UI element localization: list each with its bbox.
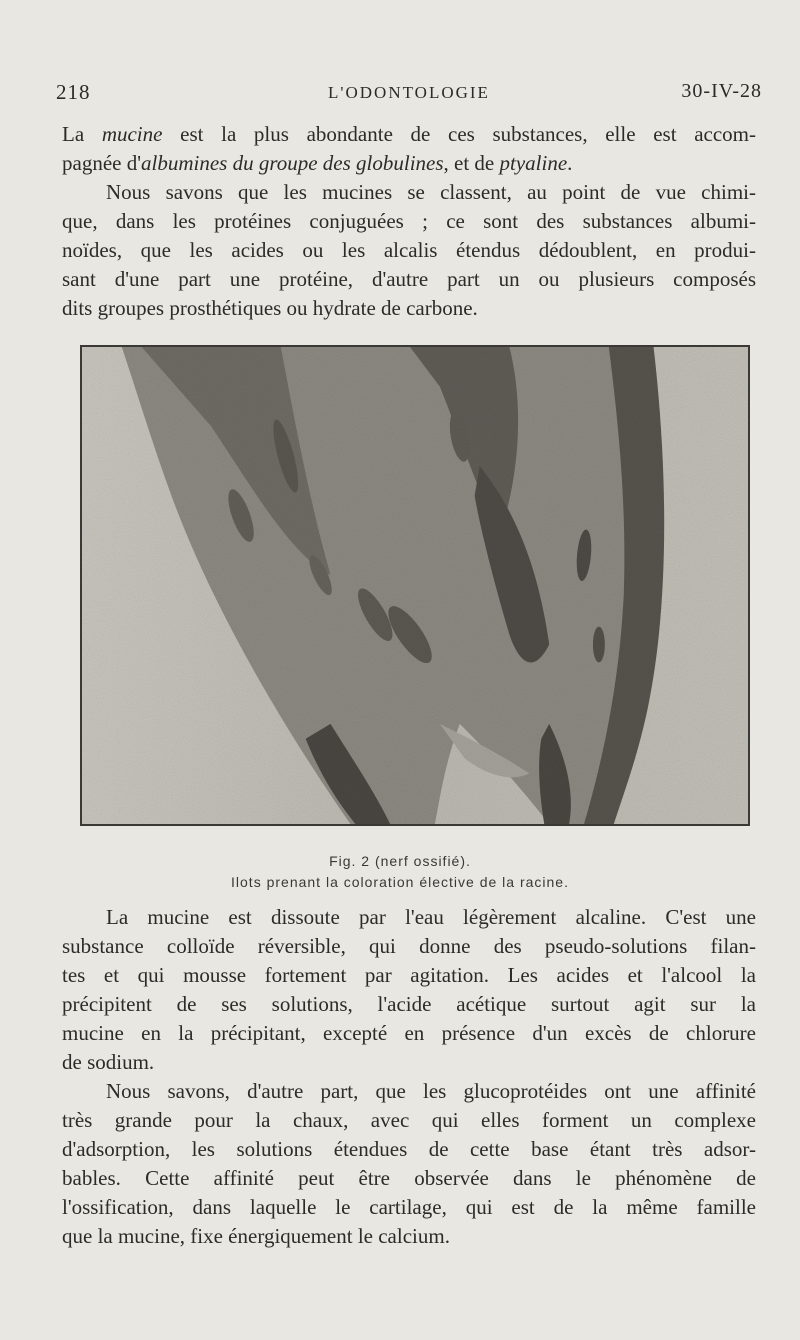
issue-date: 30-IV-28 <box>681 80 762 102</box>
text-line: que la mucine, fixe énergiquement le calcium. <box>62 1224 450 1248</box>
text-line: précipitent de ses solutions, l'acide acétique surtout agit sur la <box>62 992 756 1016</box>
text-line: Nous savons, d'autre part, que les glucoprotéides ont une affinité <box>106 1079 756 1103</box>
text-line: La mucine est dissoute par l'eau légèrement alcaline. C'est une <box>106 905 756 929</box>
figure-caption-description: Ilots prenant la coloration élective de la racine. <box>231 874 569 890</box>
micrograph-image <box>82 347 748 824</box>
text-line: l'ossification, dans laquelle le cartilage, qui est de la même famille <box>62 1195 756 1219</box>
text-line: bables. Cette affinité peut être observée dans le phénomène de <box>62 1166 756 1190</box>
micrograph-figure <box>80 345 750 826</box>
page-number: 218 <box>56 80 91 104</box>
text-line: mucine en la précipitant, excepté en présence d'un excès de chlorure <box>62 1021 756 1045</box>
journal-title: L'ODONTOLOGIE <box>328 83 490 102</box>
text-line: noïdes, que les acides ou les alcalis étendus dédoublent, en produi- <box>62 238 756 262</box>
text-line: substance colloïde réversible, qui donne des pseudo-solutions filan- <box>62 934 756 958</box>
text-line: de sodium. <box>62 1050 155 1074</box>
text-line: dits groupes prosthétiques ou hydrate de carbone. <box>62 296 478 320</box>
text-line: que, dans les protéines conjuguées ; ce sont des substances albumi- <box>62 209 756 233</box>
paragraph-glucoproteides <box>62 1077 756 1251</box>
text-line: La mucine est la plus abondante de ces substances, elle est accom- <box>62 122 756 146</box>
text-line: sant d'une part une protéine, d'autre part un ou plusieurs composés <box>62 267 756 291</box>
paragraph-mucines-classification <box>62 178 756 323</box>
text-line: d'adsorption, les solutions étendues de cette base étant très adsor- <box>62 1137 756 1161</box>
text-line: tes et qui mousse fortement par agitation. Les acides et l'alcool la <box>62 963 756 987</box>
paragraph-mucine-intro <box>62 120 756 178</box>
paragraph-mucine-dissolution <box>62 903 756 1077</box>
text-line: pagnée d'albumines du groupe des globulines, et de ptyaline. <box>62 151 573 175</box>
figure-caption-title: Fig. 2 (nerf ossifié). <box>329 853 471 869</box>
running-header <box>56 80 762 110</box>
text-line: Nous savons que les mucines se classent, au point de vue chimi- <box>106 180 756 204</box>
text-line: très grande pour la chaux, avec qui elles forment un complexe <box>62 1108 756 1132</box>
